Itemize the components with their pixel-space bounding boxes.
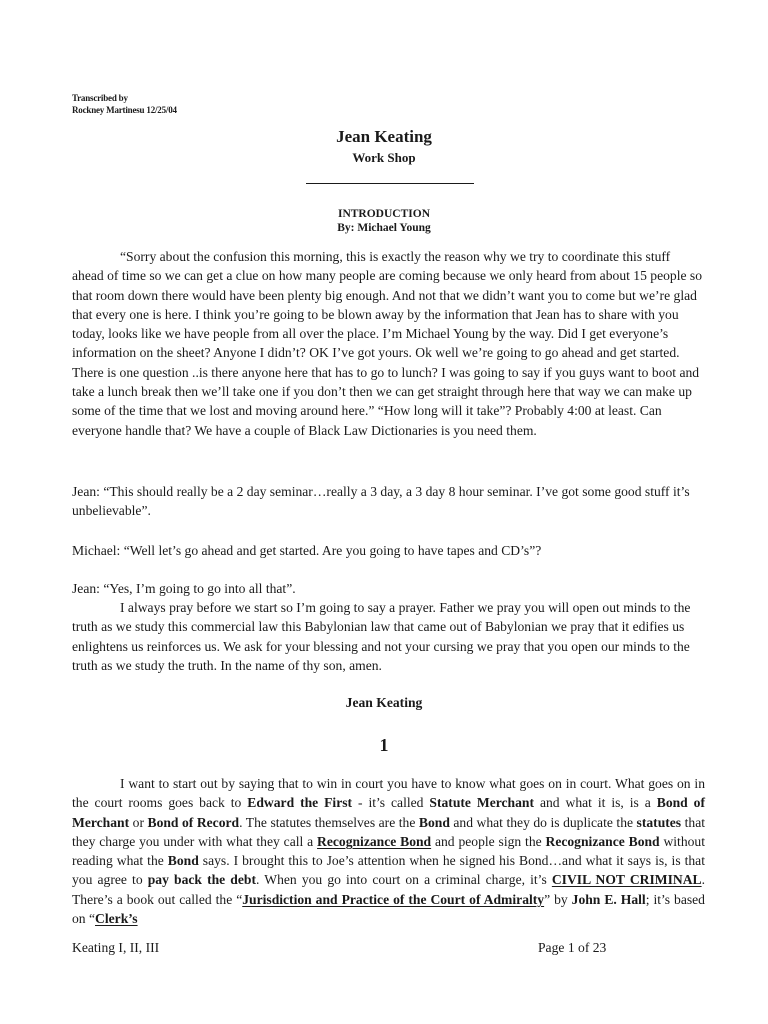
body-text: I want to start out by saying that to win in court you have to know what goes on in court. What goes on in the court rooms goes back to [72, 776, 705, 811]
body-emphasis: Bond of Merchant [72, 795, 705, 830]
body-emphasis: Bond of Record [147, 814, 240, 830]
title-divider [306, 183, 474, 184]
body-underlined-emphasis: CIVIL NOT CRIMINAL [551, 872, 702, 888]
body-emphasis: pay back the debt [147, 872, 256, 888]
body-underlined-emphasis: Recognizance Bond [317, 833, 432, 849]
body-text: that they charge you under with what they call a [72, 814, 706, 849]
body-paragraph [72, 774, 705, 928]
section-heading: Jean Keating [345, 695, 423, 710]
body-emphasis: Edward the First [247, 795, 353, 811]
section-number: 1 [379, 735, 389, 755]
introduction-block [0, 207, 768, 235]
body-text: without reading what the [72, 833, 705, 869]
prayer-paragraph: I always pray before we start so I’m going to say a prayer. Father we pray you will open out minds to the truth as we study this commercial law this Babylonian law that came out of Babylonian we pray that it edifies us enlightens us reinforces us. We ask for your blessing and not your cursing we pray that you open our minds to the truth as we study the truth. In the name of thy son, amen. [72, 600, 691, 673]
body-text: says. I brought this to Joe’s attention when he signed his Bond…and what it says is, is that you agree to [72, 853, 705, 888]
footer-document-name: Keating I, II, III [72, 940, 160, 955]
credit-line-1: Transcribed by [72, 93, 128, 103]
body-text: - it’s called [352, 795, 430, 811]
body-underlined-emphasis: Jurisdiction and Practice of the Court of Admiralty [242, 891, 545, 907]
introduction-byline: By: Michael Young [337, 222, 431, 234]
body-emphasis: Bond [167, 853, 199, 869]
body-text: or [129, 814, 148, 830]
body-text: ” by [544, 891, 572, 907]
body-emphasis: statutes [636, 814, 682, 830]
body-emphasis: Statute Merchant [429, 795, 535, 811]
credit-line-2: Rockney Martinesu 12/25/04 [72, 105, 177, 115]
body-underlined-emphasis: Clerk’s [95, 911, 138, 927]
dialogue-jean-2: Jean: “Yes, I’m going to go into all that”. [72, 581, 296, 596]
body-text: . The statutes themselves are the [239, 814, 419, 830]
document-title: Jean Keating [336, 127, 432, 146]
body-text: . When you go into court on a criminal charge, it’s [256, 872, 552, 888]
body-emphasis: John E. Hall [571, 891, 646, 907]
intro-paragraph: “Sorry about the confusion this morning, this is exactly the reason why we try to coordinate this stuff ahead of time so we can get a clue on how many people are coming because we only heard from about 15 people so that room down there would have been plenty big enough. And not that we didn’t want you to come but we’re glad that every one is here. I think you’re going to be blown away by the information that Jean has to share with you today, looks like we have people from all over the place. I’m Michael Young by the way. Did I get everyone’s information on the sheet? Anyone I didn’t? OK I’ve got yours. Ok well we’re going to go ahead and get started. There is one question ..is there anyone here that has to go to lunch? I was going to say if you guys want to boot and take a lunch break then we’ll take one if you don’t then we can get straight through here that way we can make up some of the time that we lost and moving around here.” “How long will it take”? Probably 4:00 at least. Can everyone handle that? We have a couple of Black Law Dictionaries is you need them. [72, 249, 702, 438]
body-text: . There’s a book out called the “ [72, 872, 705, 907]
transcription-credit [72, 92, 177, 116]
body-text: and people sign the [431, 833, 546, 849]
document-subtitle: Work Shop [352, 150, 416, 165]
dialogue-jean-1: Jean: “This should really be a 2 day seminar…really a 3 day, a 3 day 8 hour seminar. I’ve got some good stuff it’s unbelievable”. [72, 484, 690, 519]
body-emphasis: Recognizance Bond [545, 833, 660, 849]
introduction-heading: INTRODUCTION [337, 208, 430, 220]
body-emphasis: Bond [418, 814, 450, 830]
body-text: and what they do is duplicate the [449, 814, 637, 830]
footer-page-number: Page 1 of 23 [538, 940, 607, 955]
body-text: ; it’s based on “ [72, 891, 705, 927]
dialogue-michael: Michael: “Well let’s go ahead and get started. Are you going to have tapes and CD’s”? [72, 543, 542, 558]
body-text: and what it is, is a [534, 795, 657, 811]
